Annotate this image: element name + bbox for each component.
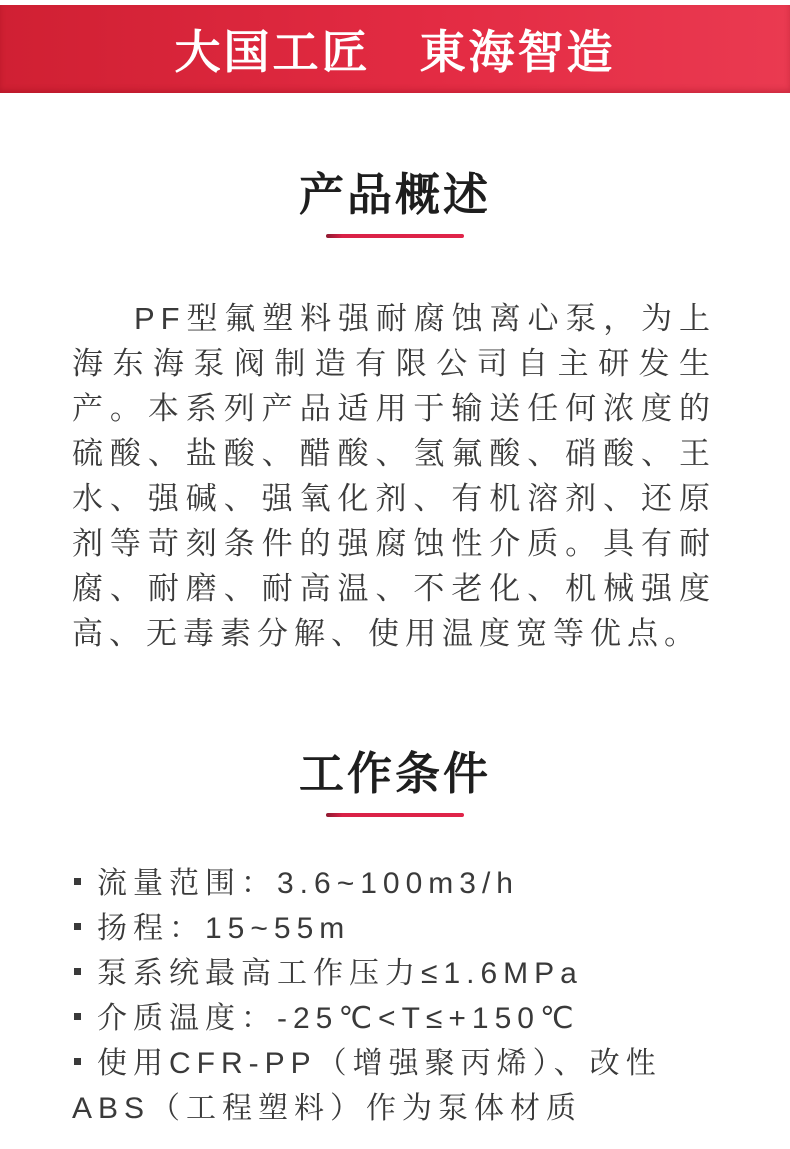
conditions-list	[72, 861, 732, 1131]
bullet-icon	[74, 878, 81, 885]
condition-text: 介质温度：-25℃<T≤+150℃	[97, 1002, 580, 1035]
bullet-icon	[74, 1013, 81, 1020]
condition-text: 使用CFR-PP（增强聚丙烯）、改性ABS（工程塑料）作为泵体材质	[72, 1047, 662, 1125]
conditions-title-underline	[326, 813, 464, 817]
overview-title: 产品概述	[298, 169, 491, 220]
conditions-title: 工作条件	[298, 748, 491, 799]
header-banner	[0, 5, 790, 93]
condition-text: 流量范围：3.6~100m3/h	[97, 867, 519, 900]
condition-item-medium-temperature	[72, 996, 732, 1041]
section-working-conditions	[0, 748, 790, 1131]
condition-item-max-pressure	[72, 951, 732, 996]
condition-text: 扬程：15~55m	[97, 912, 351, 945]
condition-item-flow-range	[72, 861, 732, 906]
bullet-icon	[74, 923, 81, 930]
bullet-icon	[74, 1058, 81, 1065]
bullet-icon	[74, 968, 81, 975]
overview-paragraph: PF型氟塑料强耐腐蚀离心泵，为上海东海泵阀制造有限公司自主研发生产。本系列产品适用于输送任何浓度的硫酸、盐酸、醋酸、氢氟酸、硝酸、王水、强碱、强氧化剂、有机溶剂、还原剂等苛刻条件的强腐蚀性介质。具有耐腐、耐磨、耐高温、不老化、机械强度高、无毒素分解、使用温度宽等优点。	[72, 301, 716, 651]
condition-item-pump-body-material	[72, 1041, 732, 1131]
section-product-overview	[0, 169, 790, 656]
overview-title-underline	[326, 234, 464, 238]
condition-item-head	[72, 906, 732, 951]
banner-title: 大国工匠 東海智造	[174, 26, 616, 78]
condition-text: 泵系统最高工作压力≤1.6MPa	[97, 957, 583, 990]
